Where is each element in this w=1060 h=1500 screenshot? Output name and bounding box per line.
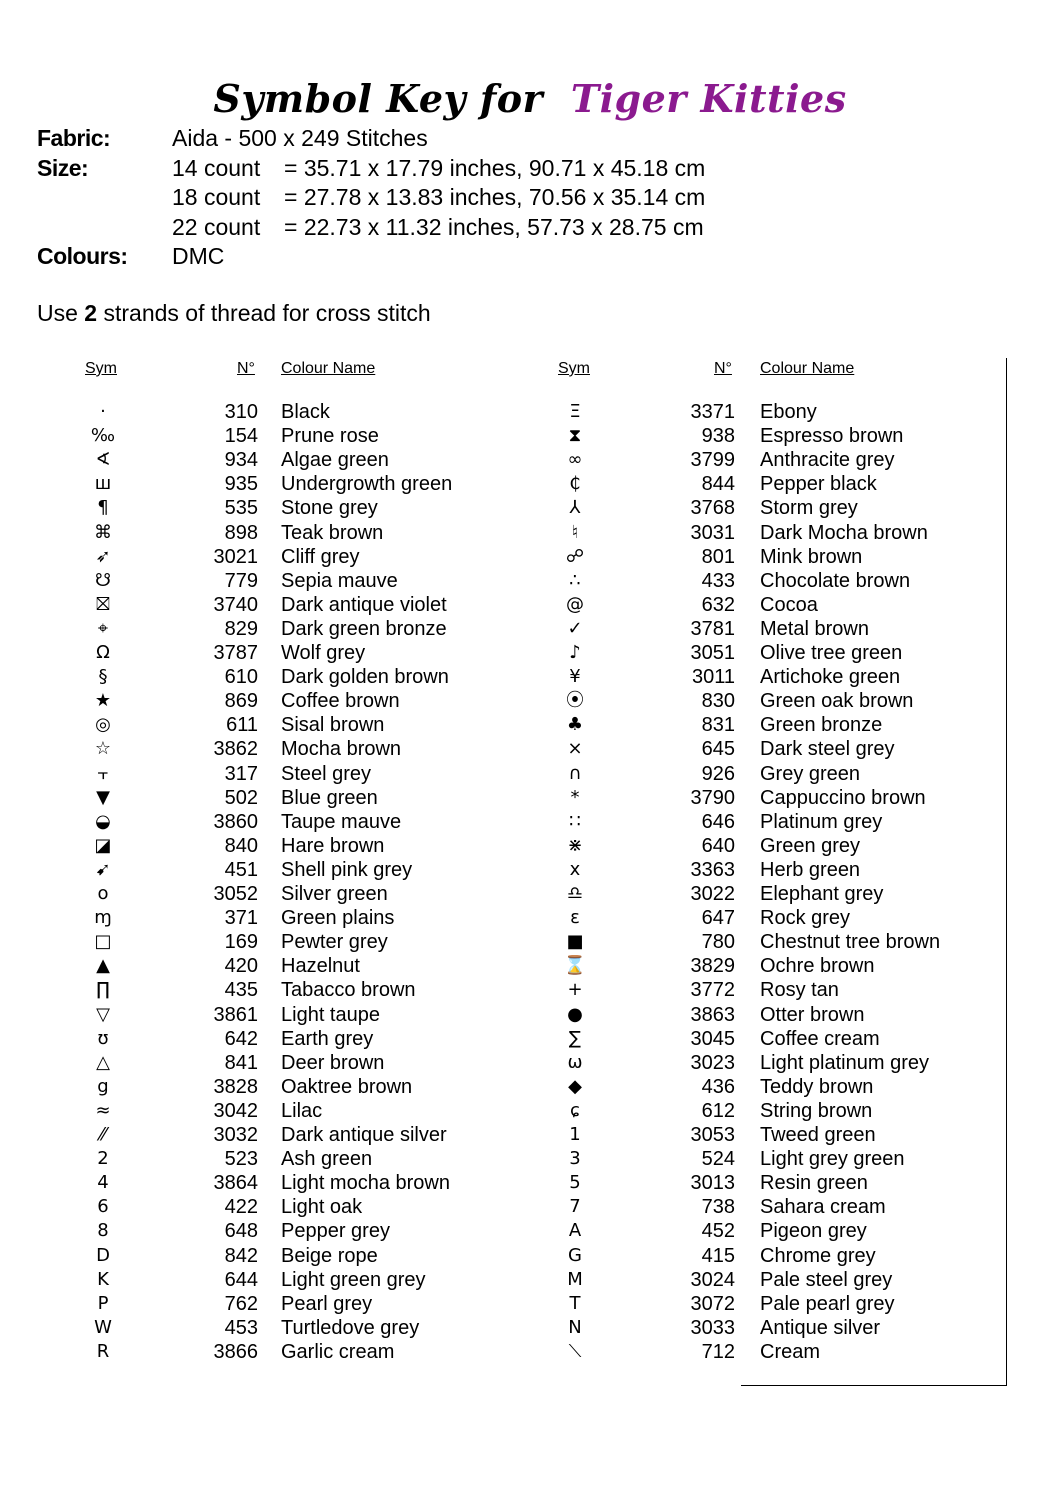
key-dmc-number: 435 <box>224 979 258 1002</box>
key-colour-name: Prune rose <box>281 425 379 448</box>
key-symbol: ★ <box>94 690 112 712</box>
key-symbol: § <box>98 666 108 688</box>
key-colour-name: Oaktree brown <box>281 1075 413 1098</box>
key-colour-name: Ash green <box>281 1148 373 1171</box>
key-colour-name: Teddy brown <box>760 1075 874 1098</box>
key-colour-name: Light green grey <box>281 1268 426 1291</box>
key-symbol: D <box>96 1244 110 1266</box>
key-colour-name: Light platinum grey <box>760 1051 929 1074</box>
key-symbol: * <box>570 786 580 808</box>
key-colour-name: Platinum grey <box>760 810 883 833</box>
key-dmc-number: 831 <box>701 714 735 737</box>
size-value <box>172 213 704 243</box>
key-symbol: · <box>100 401 106 422</box>
key-symbol: N <box>568 1316 582 1338</box>
key-symbol: ☆ <box>94 738 112 760</box>
key-symbol: 2 <box>97 1148 109 1170</box>
key-dmc-number: 840 <box>224 834 258 857</box>
key-symbol: ⨯ <box>567 738 583 760</box>
key-dmc-number: 3023 <box>690 1051 735 1074</box>
key-symbol: ◪ <box>94 834 112 856</box>
key-symbol: A <box>568 1220 582 1242</box>
key-dmc-number: 154 <box>224 425 258 448</box>
key-symbol: ♪ <box>569 642 581 663</box>
key-colour-name: Ebony <box>760 401 817 423</box>
key-dmc-number: 420 <box>224 955 258 978</box>
key-symbol: G <box>568 1244 582 1266</box>
key-symbol: ∢ <box>95 449 111 471</box>
key-colour-name: Green bronze <box>760 714 883 737</box>
key-symbol: ▽ <box>96 1003 110 1025</box>
key-dmc-number: 935 <box>224 473 258 496</box>
key-symbol: ω <box>567 1051 583 1073</box>
key-colour-name: Cream <box>760 1340 821 1363</box>
key-symbol: ☍ <box>565 545 585 567</box>
key-dmc-number: 869 <box>224 690 258 713</box>
key-symbol: ◆ <box>568 1075 582 1097</box>
key-colour-name: Taupe mauve <box>281 810 402 833</box>
key-dmc-number: 502 <box>224 786 258 809</box>
key-dmc-number: 648 <box>224 1220 258 1243</box>
key-dmc-number: 612 <box>701 1099 735 1122</box>
key-dmc-number: 3829 <box>690 955 735 978</box>
key-symbol: ▼ <box>96 786 110 808</box>
key-colour-name: Algae green <box>281 449 389 472</box>
key-dmc-number: 610 <box>224 666 258 689</box>
key-dmc-number: 3032 <box>213 1124 258 1146</box>
key-colour-name: Sepia mauve <box>281 569 398 592</box>
key-colour-name: Pearl grey <box>281 1292 373 1315</box>
key-symbol: ⋇ <box>567 834 583 856</box>
key-colour-name: Rosy tan <box>760 979 839 1002</box>
key-colour-name: Light oak <box>281 1196 363 1219</box>
key-symbol: K <box>97 1268 109 1290</box>
key-colour-name: Earth grey <box>281 1027 374 1050</box>
key-colour-name: Hazelnut <box>281 955 360 978</box>
key-colour-name: Lilac <box>281 1099 323 1122</box>
key-dmc-number: 829 <box>224 617 258 640</box>
key-dmc-number: 934 <box>224 449 258 472</box>
strands-count: 2 <box>84 300 98 326</box>
key-symbol: ⅄ <box>569 497 581 519</box>
key-colour-name: Espresso brown <box>760 425 904 448</box>
key-colour-name: Chestnut tree brown <box>760 931 941 954</box>
key-colour-name: Coffee brown <box>281 690 400 713</box>
key-dmc-number: 523 <box>224 1148 258 1171</box>
key-dmc-number: 3768 <box>690 497 735 520</box>
key-colour-name: Cliff grey <box>281 545 360 568</box>
left-sym-header: Sym <box>85 360 117 377</box>
key-colour-name: Olive tree green <box>760 642 903 664</box>
key-symbol: ♮ <box>571 521 579 543</box>
key-symbol: ∞ <box>567 449 583 471</box>
key-dmc-number: 452 <box>701 1220 735 1243</box>
key-symbol: △ <box>96 1051 110 1073</box>
key-dmc-number: 3863 <box>690 1003 735 1026</box>
key-colour-name: Pewter grey <box>281 931 388 954</box>
key-symbol: Ω <box>96 642 110 663</box>
size-count: 18 count <box>172 184 261 210</box>
key-symbol: ⌘ <box>94 521 112 543</box>
key-symbol: 8 <box>97 1220 109 1242</box>
key-colour-name: Ochre brown <box>760 955 875 978</box>
key-dmc-number: 451 <box>224 858 258 881</box>
key-dmc-number: 3828 <box>213 1075 258 1098</box>
key-symbol: ➶ <box>95 545 111 567</box>
key-dmc-number: 3031 <box>690 521 735 544</box>
key-dmc-number: 453 <box>224 1316 258 1339</box>
key-dmc-number: 3740 <box>213 593 258 616</box>
key-symbol: ▲ <box>96 955 110 977</box>
key-dmc-number: 371 <box>224 907 258 930</box>
key-colour-name: Wolf grey <box>281 642 366 664</box>
size-label: Size: <box>37 154 89 181</box>
key-symbol: ɕ <box>570 1099 580 1121</box>
key-colour-name: Resin green <box>760 1172 868 1195</box>
key-dmc-number: 3051 <box>690 642 735 664</box>
key-symbol: M <box>567 1268 583 1290</box>
key-colour-name: Light grey green <box>760 1148 905 1171</box>
key-colour-name: Dark steel grey <box>760 738 895 761</box>
key-dmc-number: 422 <box>224 1196 258 1219</box>
key-dmc-number: 3781 <box>690 617 735 640</box>
key-symbol: ☋ <box>95 569 111 591</box>
key-symbol: ⫟ <box>97 762 109 784</box>
key-colour-name: Stone grey <box>281 497 378 520</box>
key-symbol: 1 <box>569 1124 581 1145</box>
size-count: 14 count <box>172 154 261 181</box>
key-colour-name: Dark golden brown <box>281 666 449 689</box>
key-symbol: ⁄⁄ <box>99 1124 106 1145</box>
key-colour-name: Teak brown <box>281 521 384 544</box>
key-symbol: ⧗ <box>568 425 582 447</box>
key-symbol: ◎ <box>95 714 111 736</box>
key-symbol: ‰ <box>90 425 116 447</box>
key-symbol: x <box>569 858 581 880</box>
key-colour-name: Green plains <box>281 907 395 930</box>
key-symbol: 7 <box>569 1196 581 1218</box>
key-symbol: ∷ <box>569 810 581 832</box>
key-symbol: ⌛ <box>563 955 587 977</box>
key-symbol: ⛝ <box>96 593 110 615</box>
key-symbol: P <box>97 1292 109 1314</box>
key-dmc-number: 3862 <box>213 738 258 761</box>
key-colour-name: Herb green <box>760 858 861 881</box>
border-line-vertical <box>1006 358 1007 1386</box>
key-colour-name: Mocha brown <box>281 738 402 761</box>
key-colour-name: Tabacco brown <box>281 979 416 1002</box>
key-dmc-number: 632 <box>701 593 735 616</box>
key-dmc-number: 3022 <box>690 883 735 905</box>
key-symbol: o <box>97 883 109 904</box>
key-dmc-number: 830 <box>701 690 735 713</box>
key-dmc-number: 3053 <box>690 1124 735 1146</box>
strands-instruction <box>37 300 431 327</box>
border-line-horizontal <box>741 1385 1007 1386</box>
key-dmc-number: 317 <box>224 762 258 785</box>
key-colour-name: Artichoke green <box>760 666 901 689</box>
key-dmc-number: 3021 <box>213 545 258 568</box>
key-colour-name: Otter brown <box>760 1003 865 1026</box>
key-colour-name: Rock grey <box>760 907 851 930</box>
key-dmc-number: 3045 <box>690 1027 735 1050</box>
key-dmc-number: 898 <box>224 521 258 544</box>
key-symbol: ∏ <box>96 979 110 1001</box>
key-dmc-number: 3861 <box>213 1003 258 1026</box>
key-dmc-number: 841 <box>224 1051 258 1074</box>
key-colour-name: Pepper black <box>760 473 877 496</box>
key-colour-name: Elephant grey <box>760 883 884 905</box>
key-symbol: ■ <box>566 931 584 953</box>
key-symbol: ⟍ <box>568 1340 582 1362</box>
key-dmc-number: 642 <box>224 1027 258 1050</box>
pattern-name: Tiger Kitties <box>570 76 847 121</box>
key-dmc-number: 3024 <box>690 1268 735 1291</box>
key-dmc-number: 844 <box>701 473 735 496</box>
key-symbol: ɱ <box>94 907 112 929</box>
key-colour-name: Antique silver <box>760 1316 881 1339</box>
fabric-label: Fabric: <box>37 125 111 151</box>
key-dmc-number: 646 <box>701 810 735 833</box>
key-colour-name: Garlic cream <box>281 1340 395 1363</box>
key-dmc-number: 762 <box>224 1292 258 1315</box>
key-dmc-number: 3799 <box>690 449 735 472</box>
key-colour-name: Steel grey <box>281 762 372 785</box>
key-dmc-number: 524 <box>701 1148 735 1171</box>
key-colour-name: Blue green <box>281 786 378 809</box>
key-colour-name: Metal brown <box>760 617 869 640</box>
key-dmc-number: 3866 <box>213 1340 258 1363</box>
key-dmc-number: 801 <box>701 545 735 568</box>
key-symbol: ♣ <box>566 714 584 736</box>
key-dmc-number: 415 <box>701 1244 735 1267</box>
key-symbol: 3 <box>569 1148 581 1170</box>
key-dmc-number: 3072 <box>690 1292 735 1315</box>
key-colour-name: Storm grey <box>760 497 858 520</box>
key-symbol: ∴ <box>569 569 581 591</box>
left-name-header: Colour Name <box>281 360 376 377</box>
right-sym-header: Sym <box>558 360 590 377</box>
key-symbol: ✓ <box>567 617 583 639</box>
key-dmc-number: 712 <box>701 1340 735 1363</box>
key-symbol: ⌖ <box>97 617 109 639</box>
key-dmc-number: 436 <box>701 1075 735 1098</box>
key-dmc-number: 3864 <box>213 1172 258 1195</box>
key-symbol: □ <box>94 931 112 953</box>
key-dmc-number: 645 <box>701 738 735 761</box>
strands-post: strands of thread for cross stitch <box>97 300 431 326</box>
key-dmc-number: 3011 <box>691 666 735 689</box>
key-dmc-number: 640 <box>701 834 735 857</box>
key-dmc-number: 647 <box>701 907 735 930</box>
colours-value: DMC <box>172 243 225 269</box>
key-colour-name: Light mocha brown <box>281 1172 450 1195</box>
key-dmc-number: 3033 <box>690 1316 735 1339</box>
page-title <box>0 76 1060 121</box>
key-dmc-number: 3363 <box>690 858 735 881</box>
key-colour-name: Green grey <box>760 834 861 857</box>
key-colour-name: Dark green bronze <box>281 617 447 640</box>
key-dmc-number: 3052 <box>213 883 258 905</box>
key-symbol: ¶ <box>97 497 109 519</box>
key-dmc-number: 926 <box>701 762 735 785</box>
size-dims: = 35.71 x 17.79 inches, 90.71 x 45.18 cm <box>284 154 706 181</box>
key-colour-name: Cappuccino brown <box>760 786 926 809</box>
key-symbol: ♎ <box>566 883 584 904</box>
key-dmc-number: 3787 <box>213 642 258 664</box>
key-dmc-number: 779 <box>224 569 258 592</box>
left-num-header: N° <box>237 360 255 377</box>
key-dmc-number: 780 <box>701 931 735 954</box>
key-colour-name: Grey green <box>760 762 861 785</box>
key-symbol: 4 <box>97 1172 109 1194</box>
key-dmc-number: 169 <box>224 931 258 954</box>
key-colour-name: Silver green <box>281 883 388 905</box>
key-dmc-number: 310 <box>224 401 258 423</box>
key-dmc-number: 3772 <box>690 979 735 1002</box>
key-colour-name: Chrome grey <box>760 1244 876 1267</box>
key-symbol: ʊ <box>97 1027 109 1049</box>
key-symbol: @ <box>566 593 584 615</box>
key-colour-name: Turtledove grey <box>281 1316 420 1339</box>
key-colour-name: Pale pearl grey <box>760 1292 895 1315</box>
key-colour-name: Cocoa <box>760 593 818 616</box>
key-colour-name: Light taupe <box>281 1003 380 1026</box>
key-symbol: ◒ <box>95 810 111 832</box>
key-symbol: ш <box>94 473 112 495</box>
key-symbol: ● <box>567 1003 583 1025</box>
key-colour-name: Shell pink grey <box>281 858 413 881</box>
key-colour-name: Pepper grey <box>281 1220 390 1243</box>
key-symbol: ∩ <box>568 762 582 784</box>
key-symbol: R <box>96 1340 110 1362</box>
key-colour-name: Mink brown <box>760 545 863 568</box>
key-symbol: ➹ <box>95 858 111 880</box>
key-symbol: T <box>569 1292 581 1314</box>
key-colour-name: Pigeon grey <box>760 1220 867 1243</box>
size-dims: = 22.73 x 11.32 inches, 57.73 x 28.75 cm <box>284 213 704 240</box>
key-symbol: 5 <box>569 1172 581 1194</box>
fabric-value: Aida - 500 x 249 Stitches <box>172 125 428 151</box>
size-value <box>172 183 705 213</box>
key-colour-name: String brown <box>760 1099 873 1122</box>
key-colour-name: Green oak brown <box>760 690 914 713</box>
key-dmc-number: 611 <box>226 714 258 737</box>
colours-label: Colours: <box>37 243 128 269</box>
key-dmc-number: 842 <box>224 1244 258 1267</box>
key-dmc-number: 3790 <box>690 786 735 809</box>
key-colour-name: Anthracite grey <box>760 449 895 472</box>
right-num-header: N° <box>714 360 732 377</box>
key-dmc-number: 433 <box>701 569 735 592</box>
key-symbol: + <box>567 979 583 1001</box>
key-colour-name: Coffee cream <box>760 1027 880 1050</box>
key-symbol: 6 <box>97 1196 109 1218</box>
key-symbol: Ξ <box>569 401 581 422</box>
key-colour-name: Chocolate brown <box>760 569 911 592</box>
size-value <box>172 154 705 184</box>
key-dmc-number: 3371 <box>690 401 735 423</box>
right-name-header: Colour Name <box>760 360 855 377</box>
key-colour-name: Tweed green <box>760 1124 876 1146</box>
title-prefix: Symbol Key for <box>213 76 544 121</box>
key-symbol: ɛ <box>570 907 580 929</box>
key-symbol: ∑ <box>568 1027 582 1049</box>
key-colour-name: Sahara cream <box>760 1196 886 1219</box>
key-dmc-number: 738 <box>701 1196 735 1219</box>
key-colour-name: Deer brown <box>281 1051 385 1074</box>
key-colour-name: Black <box>281 401 330 423</box>
key-colour-name: Undergrowth green <box>281 473 453 496</box>
size-count: 22 count <box>172 213 261 240</box>
key-colour-name: Beige rope <box>281 1244 378 1267</box>
key-dmc-number: 938 <box>701 425 735 448</box>
key-dmc-number: 3042 <box>213 1099 258 1122</box>
key-colour-name: Dark Mocha brown <box>760 521 928 544</box>
key-colour-name: Dark antique silver <box>281 1124 447 1146</box>
key-symbol: ₵ <box>569 473 581 495</box>
key-colour-name: Dark antique violet <box>281 593 447 616</box>
key-dmc-number: 535 <box>224 497 258 520</box>
key-dmc-number: 3860 <box>213 810 258 833</box>
size-dims: = 27.78 x 13.83 inches, 70.56 x 35.14 cm <box>284 184 706 210</box>
key-colour-name: Sisal brown <box>281 714 385 737</box>
key-symbol: W <box>94 1316 112 1338</box>
key-dmc-number: 644 <box>224 1268 258 1291</box>
key-symbol: ¥ <box>569 666 581 688</box>
key-dmc-number: 3013 <box>690 1172 735 1195</box>
key-colour-name: Pale steel grey <box>760 1268 893 1291</box>
key-symbol: g <box>97 1075 109 1097</box>
key-colour-name: Hare brown <box>281 834 385 857</box>
strands-pre: Use <box>37 300 85 326</box>
key-symbol: ≈ <box>95 1099 111 1121</box>
key-symbol: ⦿ <box>566 690 584 712</box>
